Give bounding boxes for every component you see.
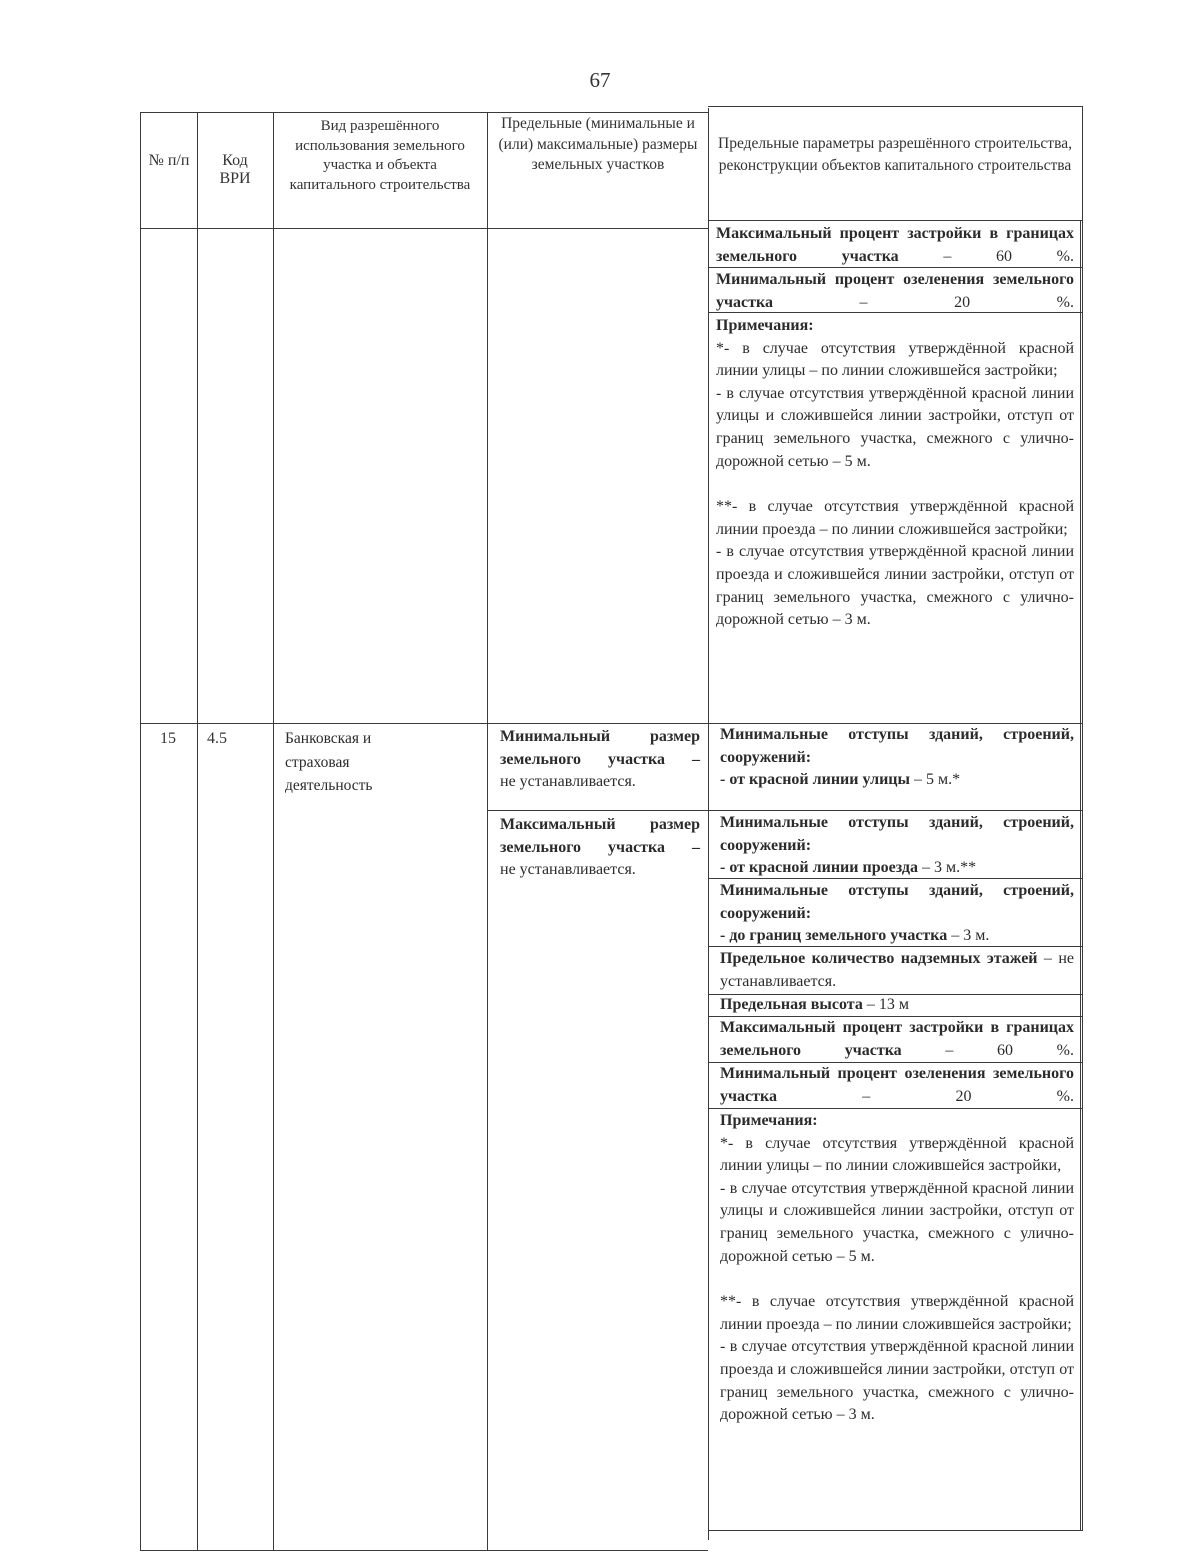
page-number: 67	[589, 68, 611, 92]
param-max-floors: Предельное количество надземных этажей – не устанавливается.	[720, 950, 1074, 990]
param-setback-passage: Минимальные отступы зданий, строений, сооружений: - от красной линии проезда – 3 м.**	[720, 814, 1074, 877]
param-setback-plot-border: Минимальные отступы зданий, строений, сооружений: - до границ земельного участка – 3 м.	[720, 882, 1074, 945]
note-item: - в случае отсутствия утверждённой красной линии проезда и сложившейся линии застройки, отступ от границ земельного участка, смежного с улично-дорожной сетью – 3 м.	[720, 1338, 1074, 1424]
note-item: **- в случае отсутствия утверждённой красной линии проезда – по линии сложившейся застройки;	[716, 498, 1074, 538]
header-code: Код ВРИ	[219, 152, 251, 187]
param-setback-street: Минимальные отступы зданий, строений, сооружений: - от красной линии улицы – 5 м.*	[720, 726, 1074, 789]
note-item: **- в случае отсутствия утверждённой красной линии проезда – по линии сложившейся застройки;	[720, 1293, 1074, 1333]
param-min-greening-percent: Минимальный процент озеленения земельного участка – 20 %.	[716, 271, 1074, 311]
param-max-building-percent: Максимальный процент застройки в границах земельного участка – 60 %.	[716, 225, 1075, 265]
note-item: - в случае отсутствия утверждённой красной линии проезда и сложившейся линии застройки, отступ от границ земельного участка, смежного с улично-дорожной сетью – 3 м.	[716, 543, 1074, 629]
param-max-height: Предельная высота – 13 м	[720, 996, 909, 1013]
notes-title: Примечания:	[716, 317, 814, 334]
param-max-building-percent: Максимальный процент застройки в границах земельного участка – 60 %.	[720, 1019, 1075, 1059]
header-plot-sizes: Предельные (минимальные и (или) максимальные) размеры земельных участков	[498, 115, 698, 173]
header-num: № п/п	[148, 152, 190, 169]
max-plot-size: Максимальный размер земельного участка – не устанавливается.	[500, 816, 700, 879]
row-number: 15	[160, 730, 176, 747]
header-use-type: Вид разрешённого использования земельного участка и объекта капитального строительства	[289, 118, 471, 193]
notes-title: Примечания:	[720, 1112, 818, 1129]
min-plot-size: Минимальный размер земельного участка – не устанавливается.	[500, 728, 700, 791]
note-item: - в случае отсутствия утверждённой красной линии улицы и сложившейся линии застройки, отступ от границ земельного участка, смежного с улично-дорожной сетью – 5 м.	[720, 1179, 1074, 1265]
param-min-greening-percent: Минимальный процент озеленения земельного участка – 20 %.	[720, 1065, 1074, 1105]
notes-block	[716, 315, 1074, 632]
header-params: Предельные параметры разрешённого строительства, реконструкции объектов капитального строительства	[718, 135, 1072, 174]
note-item: - в случае отсутствия утверждённой красной линии улицы и сложившейся линии застройки, отступ от границ земельного участка, смежного с улично-дорожной сетью – 5 м.	[716, 384, 1074, 470]
row-use-type: Банковская и страховая деятельность	[285, 730, 373, 794]
note-item: *- в случае отсутствия утверждённой красной линии улицы – по линии сложившейся застройки,	[720, 1134, 1074, 1175]
row-code: 4.5	[207, 730, 227, 747]
notes-block	[720, 1110, 1074, 1427]
note-item: *- в случае отсутствия утверждённой красной линии улицы – по линии сложившейся застройки;	[716, 339, 1074, 380]
